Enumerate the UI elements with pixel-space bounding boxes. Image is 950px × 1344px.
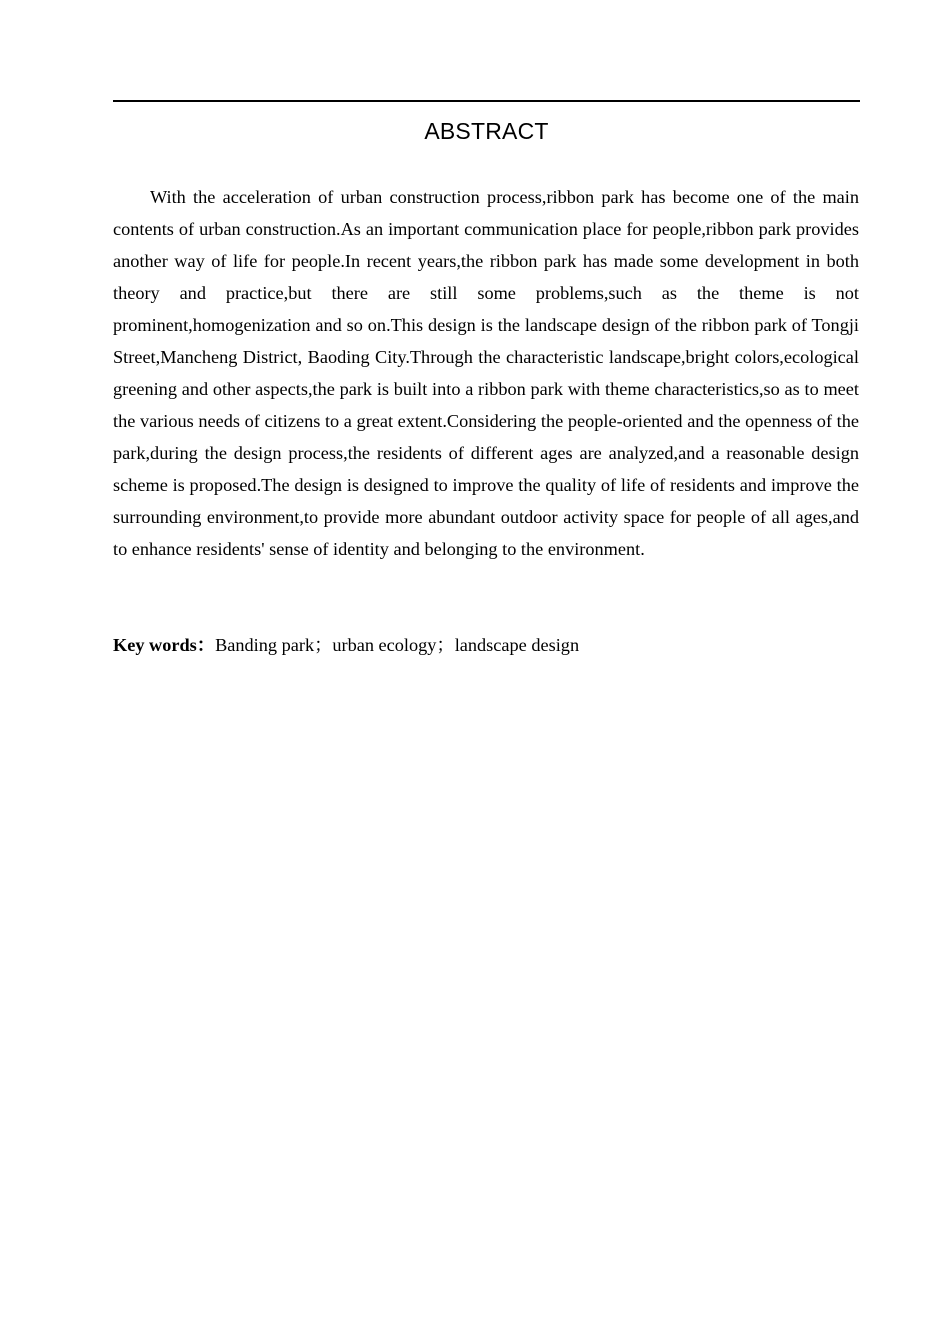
keywords-text: Banding park；urban ecology；landscape design <box>215 635 580 655</box>
header-rule <box>113 100 860 102</box>
abstract-paragraph: With the acceleration of urban construction process,ribbon park has become one of the main contents of urban construction.As an important communication place for people,ribbon park provides another way of life for people.In recent years,the ribbon park has made some development in both theory and practice,but there are still some problems,such as the theme is not prominent,homogenization and so on.This design is the landscape design of the ribbon park of Tongji Street,Mancheng District, Baoding City.Through the characteristic landscape,bright colors,ecological greening and other aspects,the park is built into a ribbon park with theme characteristics,so as to meet the various needs of citizens to a great extent.Considering the people-oriented and the openness of the park,during the design process,the residents of different ages are analyzed,and a reasonable design scheme is proposed.The design is designed to improve the quality of life of residents and improve the surrounding environment,to provide more abundant outdoor activity space for people of all ages,and to enhance residents' sense of identity and belonging to the environment. <box>113 187 859 559</box>
keywords-label: Key words： <box>113 635 216 655</box>
page-title: ABSTRACT <box>424 118 549 144</box>
keywords-line <box>113 629 859 661</box>
